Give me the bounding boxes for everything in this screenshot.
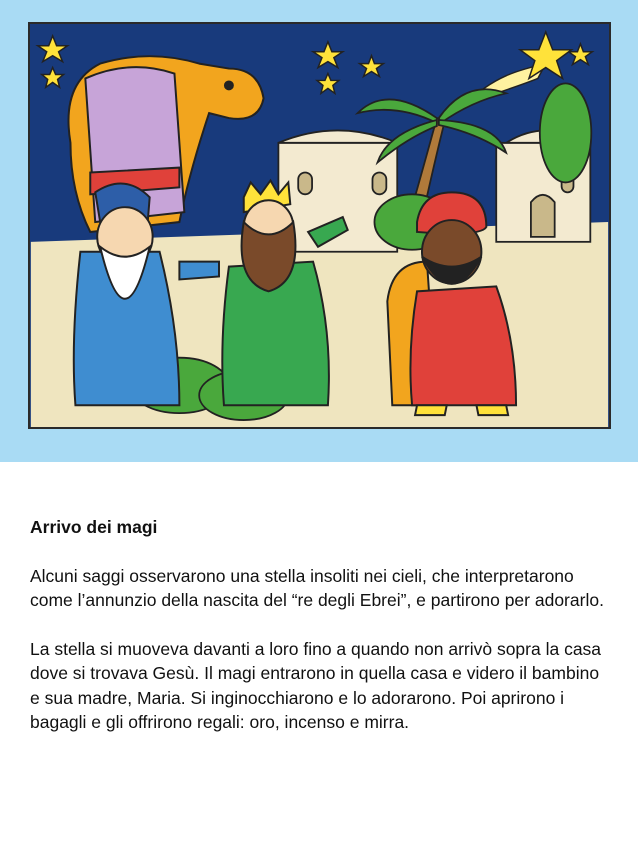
magi-illustration <box>28 22 611 429</box>
slide-title: Arrivo dei magi <box>30 517 158 537</box>
magi-scene-drawing <box>30 24 609 427</box>
paragraph-journey: Alcuni saggi osservarono una stella insoliti nei cieli, che interpretarono come l’annunzio della nascita del “re degli Ebrei”, e partirono per adorarlo. <box>30 565 604 610</box>
slide-text <box>30 515 610 759</box>
paragraph-adoration: La stella si muoveva davanti a loro fino a quando non arrivò sopra la casa dove si trovava Gesù. Il magi entrarono in quella casa e videro il bambino e sua madre, Maria. Si inginocchiarono e lo adorarono. Poi aprirono i bagagli e gli offrirono regali: oro, incenso e mirra. <box>30 638 602 732</box>
